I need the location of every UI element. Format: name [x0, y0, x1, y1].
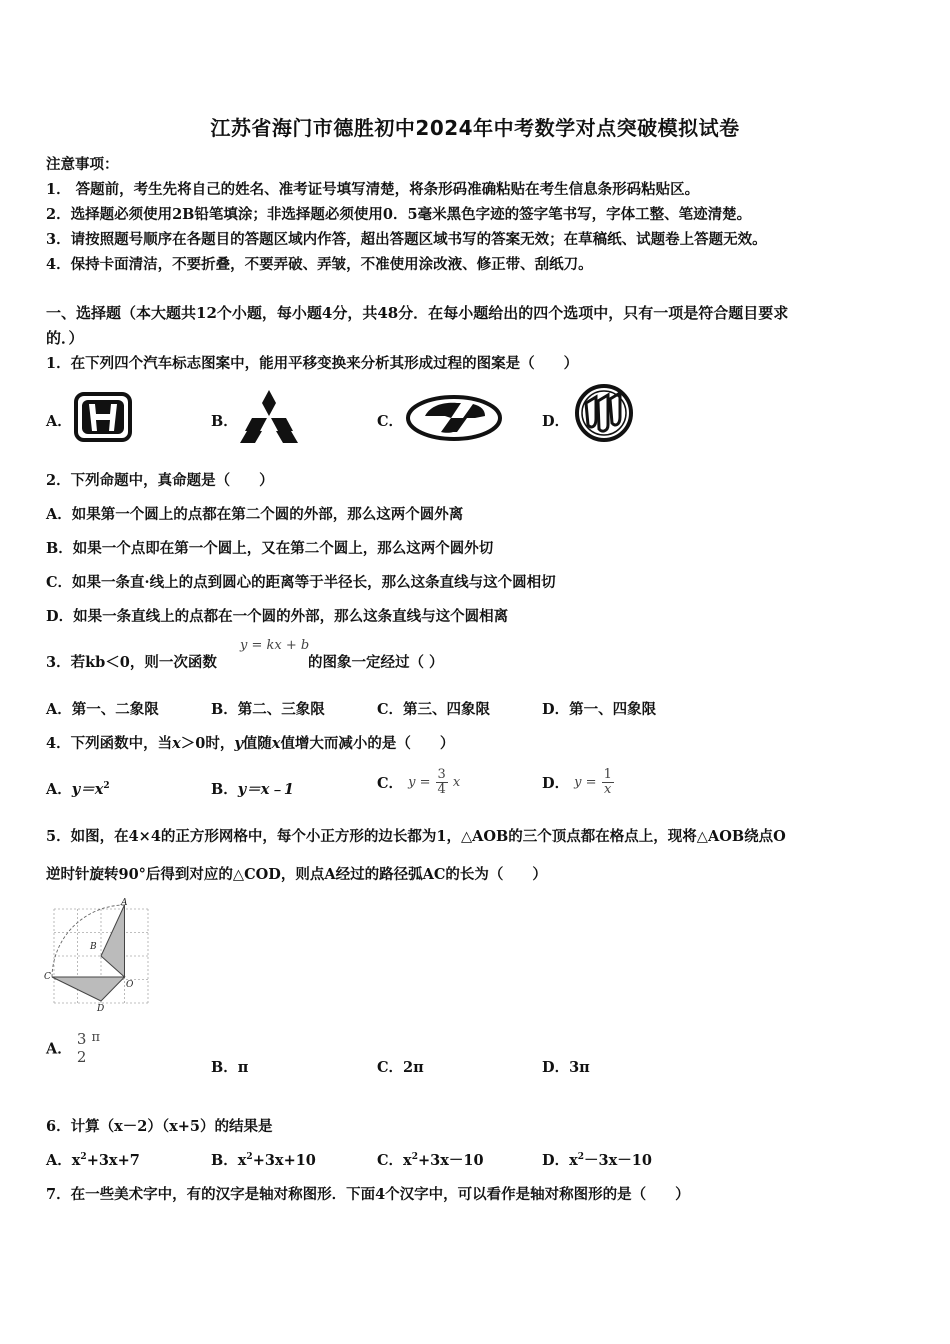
option-d-label: D．	[542, 413, 570, 430]
section-heading: 一、选择题（本大题共12个小题，每小题4分，共48分．在每小题给出的四个选项中，只有一项是符合题目要求	[46, 304, 789, 322]
question-7-stem: 7．在一些美术字中，有的汉字是轴对称图形．下面4个汉字中，可以看作是轴对称图形的是（ ）	[46, 1186, 690, 1203]
option-a-label: A．	[46, 413, 72, 430]
question-4-option-a: A．$y=x^2$	[46, 781, 110, 798]
figure-label-d: D	[97, 1004, 105, 1014]
question-2-option-a: A．如果第一个圆上的点都在第二个圆的外部，那么这两个圆外离	[46, 506, 464, 523]
question-6-option-a: A．$x^2+3x+7$	[46, 1152, 140, 1169]
notice-heading: 注意事项：	[46, 156, 119, 173]
question-4-option-d: D． y = $\frac{1}{x}$	[542, 767, 612, 797]
hyundai-logo-icon	[405, 394, 503, 442]
question-3-stem-end: 的图象一定经过（ ）	[308, 654, 444, 671]
question-3-option-a: A．第一、二象限	[46, 701, 159, 718]
question-6-option-d: D．$x^2-3x-10$	[542, 1152, 652, 1169]
notice-item: 1． 答题前，考生先将自己的姓名、准考证号填写清楚，将条形码准确粘贴在考生信息条形码粘贴区。	[46, 181, 700, 198]
buick-logo-icon	[574, 383, 634, 443]
question-3-option-c: C．第三、四象限	[377, 701, 491, 718]
question-2-option-d: D．如果一条直线上的点都在一个圆的外部，那么这条直线与这个圆相离	[46, 608, 509, 625]
question-2-option-b: B．如果一个点即在第一个圆上，又在第二个圆上，那么这两个圆外切	[46, 540, 494, 557]
option-b-label: B．	[211, 413, 238, 430]
honda-logo-icon	[74, 392, 132, 442]
question-5-option-b: B．π	[211, 1059, 249, 1076]
question-2-option-c: C．如果一条直·线上的点到圆心的距离等于半径长，那么这条直线与这个圆相切	[46, 574, 556, 591]
question-4-option-c: C． y = $\frac{3}{4}$ x	[377, 767, 461, 797]
question-3-formula: y = kx + b	[240, 638, 310, 653]
question-4-stem: 4．下列函数中，当x＞0时，y值随x值增大而减小的是（ ）	[46, 735, 455, 752]
mitsubishi-logo-icon	[240, 390, 298, 444]
figure-label-o: O	[126, 980, 134, 990]
question-5-option-c: C．2π	[377, 1059, 424, 1076]
question-3-option-b: B．第二、三象限	[211, 701, 325, 718]
figure-label-b: B	[90, 942, 97, 952]
notice-item: 4．保持卡面清洁，不要折叠，不要弄破、弄皱，不准使用涂改液、修正带、刮纸刀。	[46, 256, 593, 273]
section-heading-cont: 的．）	[46, 329, 84, 347]
question-1-stem: 1．在下列四个汽车标志图案中，能用平移变换来分析其形成过程的图案是（ ）	[46, 355, 579, 372]
question-6-stem: 6．计算（x－2）（x+5）的结果是	[46, 1118, 273, 1135]
question-6-option-c: C．$x^2+3x-10$	[377, 1152, 484, 1169]
figure-label-c: C	[44, 972, 51, 982]
question-5-stem: 5．如图，在4×4的正方形网格中，每个小正方形的边长都为1，△AOB的三个顶点都在格点上，现将△AOB绕点O	[46, 828, 786, 845]
question-5-option-d: D．3π	[542, 1059, 590, 1076]
question-5-figure	[42, 897, 154, 1015]
question-6-option-b: B．$x^2+3x+10$	[211, 1152, 316, 1169]
question-5-option-a: A． 3 2 π	[46, 1030, 100, 1066]
notice-item: 3．请按照题号顺序在各题目的答题区域内作答，超出答题区域书写的答案无效；在草稿纸、试题卷上答题无效。	[46, 231, 767, 248]
option-c-label: C．	[377, 413, 404, 430]
figure-label-a: A	[121, 898, 128, 908]
question-2-stem: 2．下列命题中，真命题是（ ）	[46, 472, 274, 489]
question-5-stem-cont: 逆时针旋转90°后得到对应的△COD，则点A经过的路径弧AC的长为（ ）	[46, 866, 547, 883]
question-3-stem: 3．若kb＜0，则一次函数	[46, 654, 217, 671]
question-4-option-b: B．y＝x﹣1	[211, 781, 294, 798]
notice-item: 2．选择题必须使用2B铅笔填涂；非选择题必须使用0．5毫米黑色字迹的签字笔书写，字体工整、笔迹清楚。	[46, 206, 752, 223]
question-3-option-d: D．第一、四象限	[542, 701, 657, 718]
page-title: 江苏省海门市德胜初中2024年中考数学对点突破模拟试卷	[210, 116, 740, 140]
